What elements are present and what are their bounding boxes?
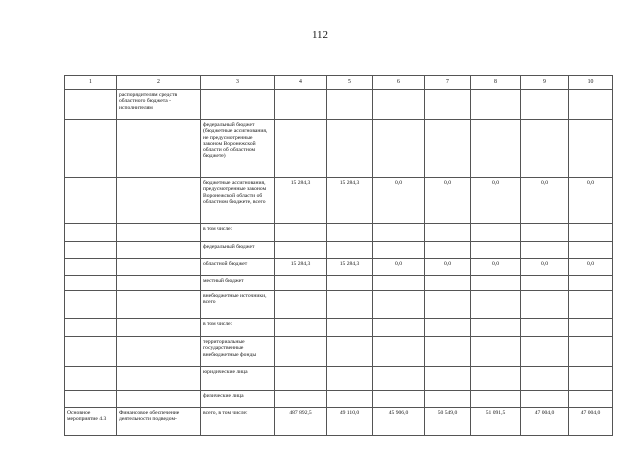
table-cell: 0,0 <box>471 178 521 224</box>
table-cell <box>65 224 117 242</box>
table-cell <box>275 337 327 367</box>
column-number-10: 10 <box>569 76 613 90</box>
table-cell: бюджетные ассигнования, предусмотренные законом Воронежской области об областном бюджете, всего <box>201 178 275 224</box>
table-cell <box>373 224 425 242</box>
table-row <box>65 224 613 242</box>
table-cell: 15 284,3 <box>275 178 327 224</box>
table-cell: областной бюджет <box>201 259 275 276</box>
table-cell <box>521 291 569 319</box>
table-cell <box>117 337 201 367</box>
table-cell <box>425 224 471 242</box>
table-cell <box>275 367 327 391</box>
column-number-8: 8 <box>471 76 521 90</box>
table-cell <box>425 90 471 120</box>
table-row <box>65 391 613 408</box>
table-cell: Основное мероприятие 4.3 <box>65 408 117 436</box>
table-cell <box>117 178 201 224</box>
table-cell: внебюджетные источники, всего <box>201 291 275 319</box>
table-cell <box>327 337 373 367</box>
table-cell: 0,0 <box>569 259 613 276</box>
table-cell: 15 284,3 <box>275 259 327 276</box>
table-cell <box>471 367 521 391</box>
table-cell <box>373 276 425 291</box>
table-cell <box>327 242 373 259</box>
table-cell <box>471 90 521 120</box>
table-cell <box>373 90 425 120</box>
table-cell <box>521 224 569 242</box>
table-cell <box>275 90 327 120</box>
table-header-row <box>65 76 613 90</box>
table-cell <box>65 276 117 291</box>
table-cell <box>521 319 569 337</box>
table-cell <box>327 291 373 319</box>
table-row <box>65 319 613 337</box>
table-cell <box>471 337 521 367</box>
table-cell <box>327 367 373 391</box>
table-cell <box>275 120 327 178</box>
table-cell <box>65 337 117 367</box>
table-row <box>65 337 613 367</box>
table-cell <box>327 276 373 291</box>
column-number-5: 5 <box>327 76 373 90</box>
table-cell <box>471 276 521 291</box>
table-cell <box>65 242 117 259</box>
table-cell: 0,0 <box>425 259 471 276</box>
table-cell <box>327 391 373 408</box>
table-cell: 0,0 <box>471 259 521 276</box>
table-cell <box>569 319 613 337</box>
budget-table <box>64 75 613 436</box>
table-cell <box>117 291 201 319</box>
column-number-6: 6 <box>373 76 425 90</box>
table-cell: федеральный бюджет <box>201 242 275 259</box>
table-cell <box>275 224 327 242</box>
table-cell <box>569 367 613 391</box>
table-cell: Финансовое обеспечение деятельности подведом- <box>117 408 201 436</box>
table-cell <box>117 259 201 276</box>
table-cell <box>327 120 373 178</box>
column-number-2: 2 <box>117 76 201 90</box>
table-cell <box>521 90 569 120</box>
table-cell: юридические лица <box>201 367 275 391</box>
table-cell <box>569 291 613 319</box>
column-number-3: 3 <box>201 76 275 90</box>
table-cell <box>471 242 521 259</box>
table-cell <box>425 120 471 178</box>
table-cell <box>373 291 425 319</box>
column-number-9: 9 <box>521 76 569 90</box>
table-cell <box>521 391 569 408</box>
table-cell <box>569 276 613 291</box>
table-cell <box>471 319 521 337</box>
table-cell <box>117 367 201 391</box>
table-cell <box>275 291 327 319</box>
table-cell <box>201 90 275 120</box>
table-cell: 51 091,5 <box>471 408 521 436</box>
table-cell <box>275 276 327 291</box>
table-cell <box>275 391 327 408</box>
table-cell <box>521 242 569 259</box>
table-row <box>65 178 613 224</box>
column-number-1: 1 <box>65 76 117 90</box>
table-row <box>65 90 613 120</box>
table-cell <box>425 276 471 291</box>
table-cell: 487 892,5 <box>275 408 327 436</box>
page-number: 112 <box>311 29 329 41</box>
table-cell: 0,0 <box>521 259 569 276</box>
table-cell: 15 284,3 <box>327 178 373 224</box>
table-cell: 0,0 <box>569 178 613 224</box>
table-cell: 0,0 <box>425 178 471 224</box>
table-cell <box>471 120 521 178</box>
table-cell <box>373 337 425 367</box>
table-cell <box>569 120 613 178</box>
table-cell <box>373 319 425 337</box>
table-row <box>65 259 613 276</box>
table-cell <box>327 90 373 120</box>
table-cell <box>569 90 613 120</box>
table-cell: 0,0 <box>373 178 425 224</box>
table-cell <box>521 337 569 367</box>
table-cell <box>471 391 521 408</box>
table-cell <box>373 367 425 391</box>
table-cell <box>569 337 613 367</box>
table-cell <box>425 242 471 259</box>
table-cell: 0,0 <box>521 178 569 224</box>
table-row <box>65 291 613 319</box>
table-cell <box>117 224 201 242</box>
table-row <box>65 120 613 178</box>
table-cell <box>117 242 201 259</box>
table-cell <box>65 291 117 319</box>
column-number-4: 4 <box>275 76 327 90</box>
table-cell: 50 549,0 <box>425 408 471 436</box>
table-cell <box>327 319 373 337</box>
table-cell: местный бюджет <box>201 276 275 291</box>
table-cell: в том числе: <box>201 224 275 242</box>
table-cell: 47 004,0 <box>521 408 569 436</box>
table-cell <box>65 259 117 276</box>
table-cell: 47 004,0 <box>569 408 613 436</box>
table-cell <box>425 337 471 367</box>
table-row <box>65 242 613 259</box>
table-cell <box>373 120 425 178</box>
table-cell <box>117 120 201 178</box>
table-row <box>65 276 613 291</box>
table-cell <box>569 391 613 408</box>
table-cell <box>65 120 117 178</box>
table-cell <box>569 224 613 242</box>
table-cell <box>425 291 471 319</box>
table-cell <box>65 391 117 408</box>
table-cell <box>65 90 117 120</box>
table-cell <box>425 319 471 337</box>
table-cell: в том числе: <box>201 319 275 337</box>
table-cell: территориальные государственные внебюджетные фонды <box>201 337 275 367</box>
table-cell <box>65 319 117 337</box>
table-cell <box>521 367 569 391</box>
table-cell <box>471 224 521 242</box>
table-cell: 45 906,0 <box>373 408 425 436</box>
table-cell <box>117 391 201 408</box>
table-cell <box>569 242 613 259</box>
table-cell: 49 110,0 <box>327 408 373 436</box>
table-cell <box>425 367 471 391</box>
table-cell <box>65 178 117 224</box>
table-cell <box>425 391 471 408</box>
table-cell: федеральный бюджет (бюджетные ассигнования, не предусмотренные законом Воронежской области об областном бюджете) <box>201 120 275 178</box>
table-cell <box>275 319 327 337</box>
table-cell: 0,0 <box>373 259 425 276</box>
table-cell <box>117 276 201 291</box>
table-cell: физические лица <box>201 391 275 408</box>
table-row <box>65 408 613 436</box>
table-row <box>65 367 613 391</box>
table-cell <box>327 224 373 242</box>
table-cell: всего, в том числе: <box>201 408 275 436</box>
table-cell <box>65 367 117 391</box>
table-cell <box>471 291 521 319</box>
table-cell <box>521 120 569 178</box>
table-cell <box>373 391 425 408</box>
table-cell <box>275 242 327 259</box>
table-cell <box>521 276 569 291</box>
table-cell <box>373 242 425 259</box>
table-cell: распорядителям средств областного бюджета - исполнителям <box>117 90 201 120</box>
table-cell <box>117 319 201 337</box>
column-number-7: 7 <box>425 76 471 90</box>
table-cell: 15 284,3 <box>327 259 373 276</box>
